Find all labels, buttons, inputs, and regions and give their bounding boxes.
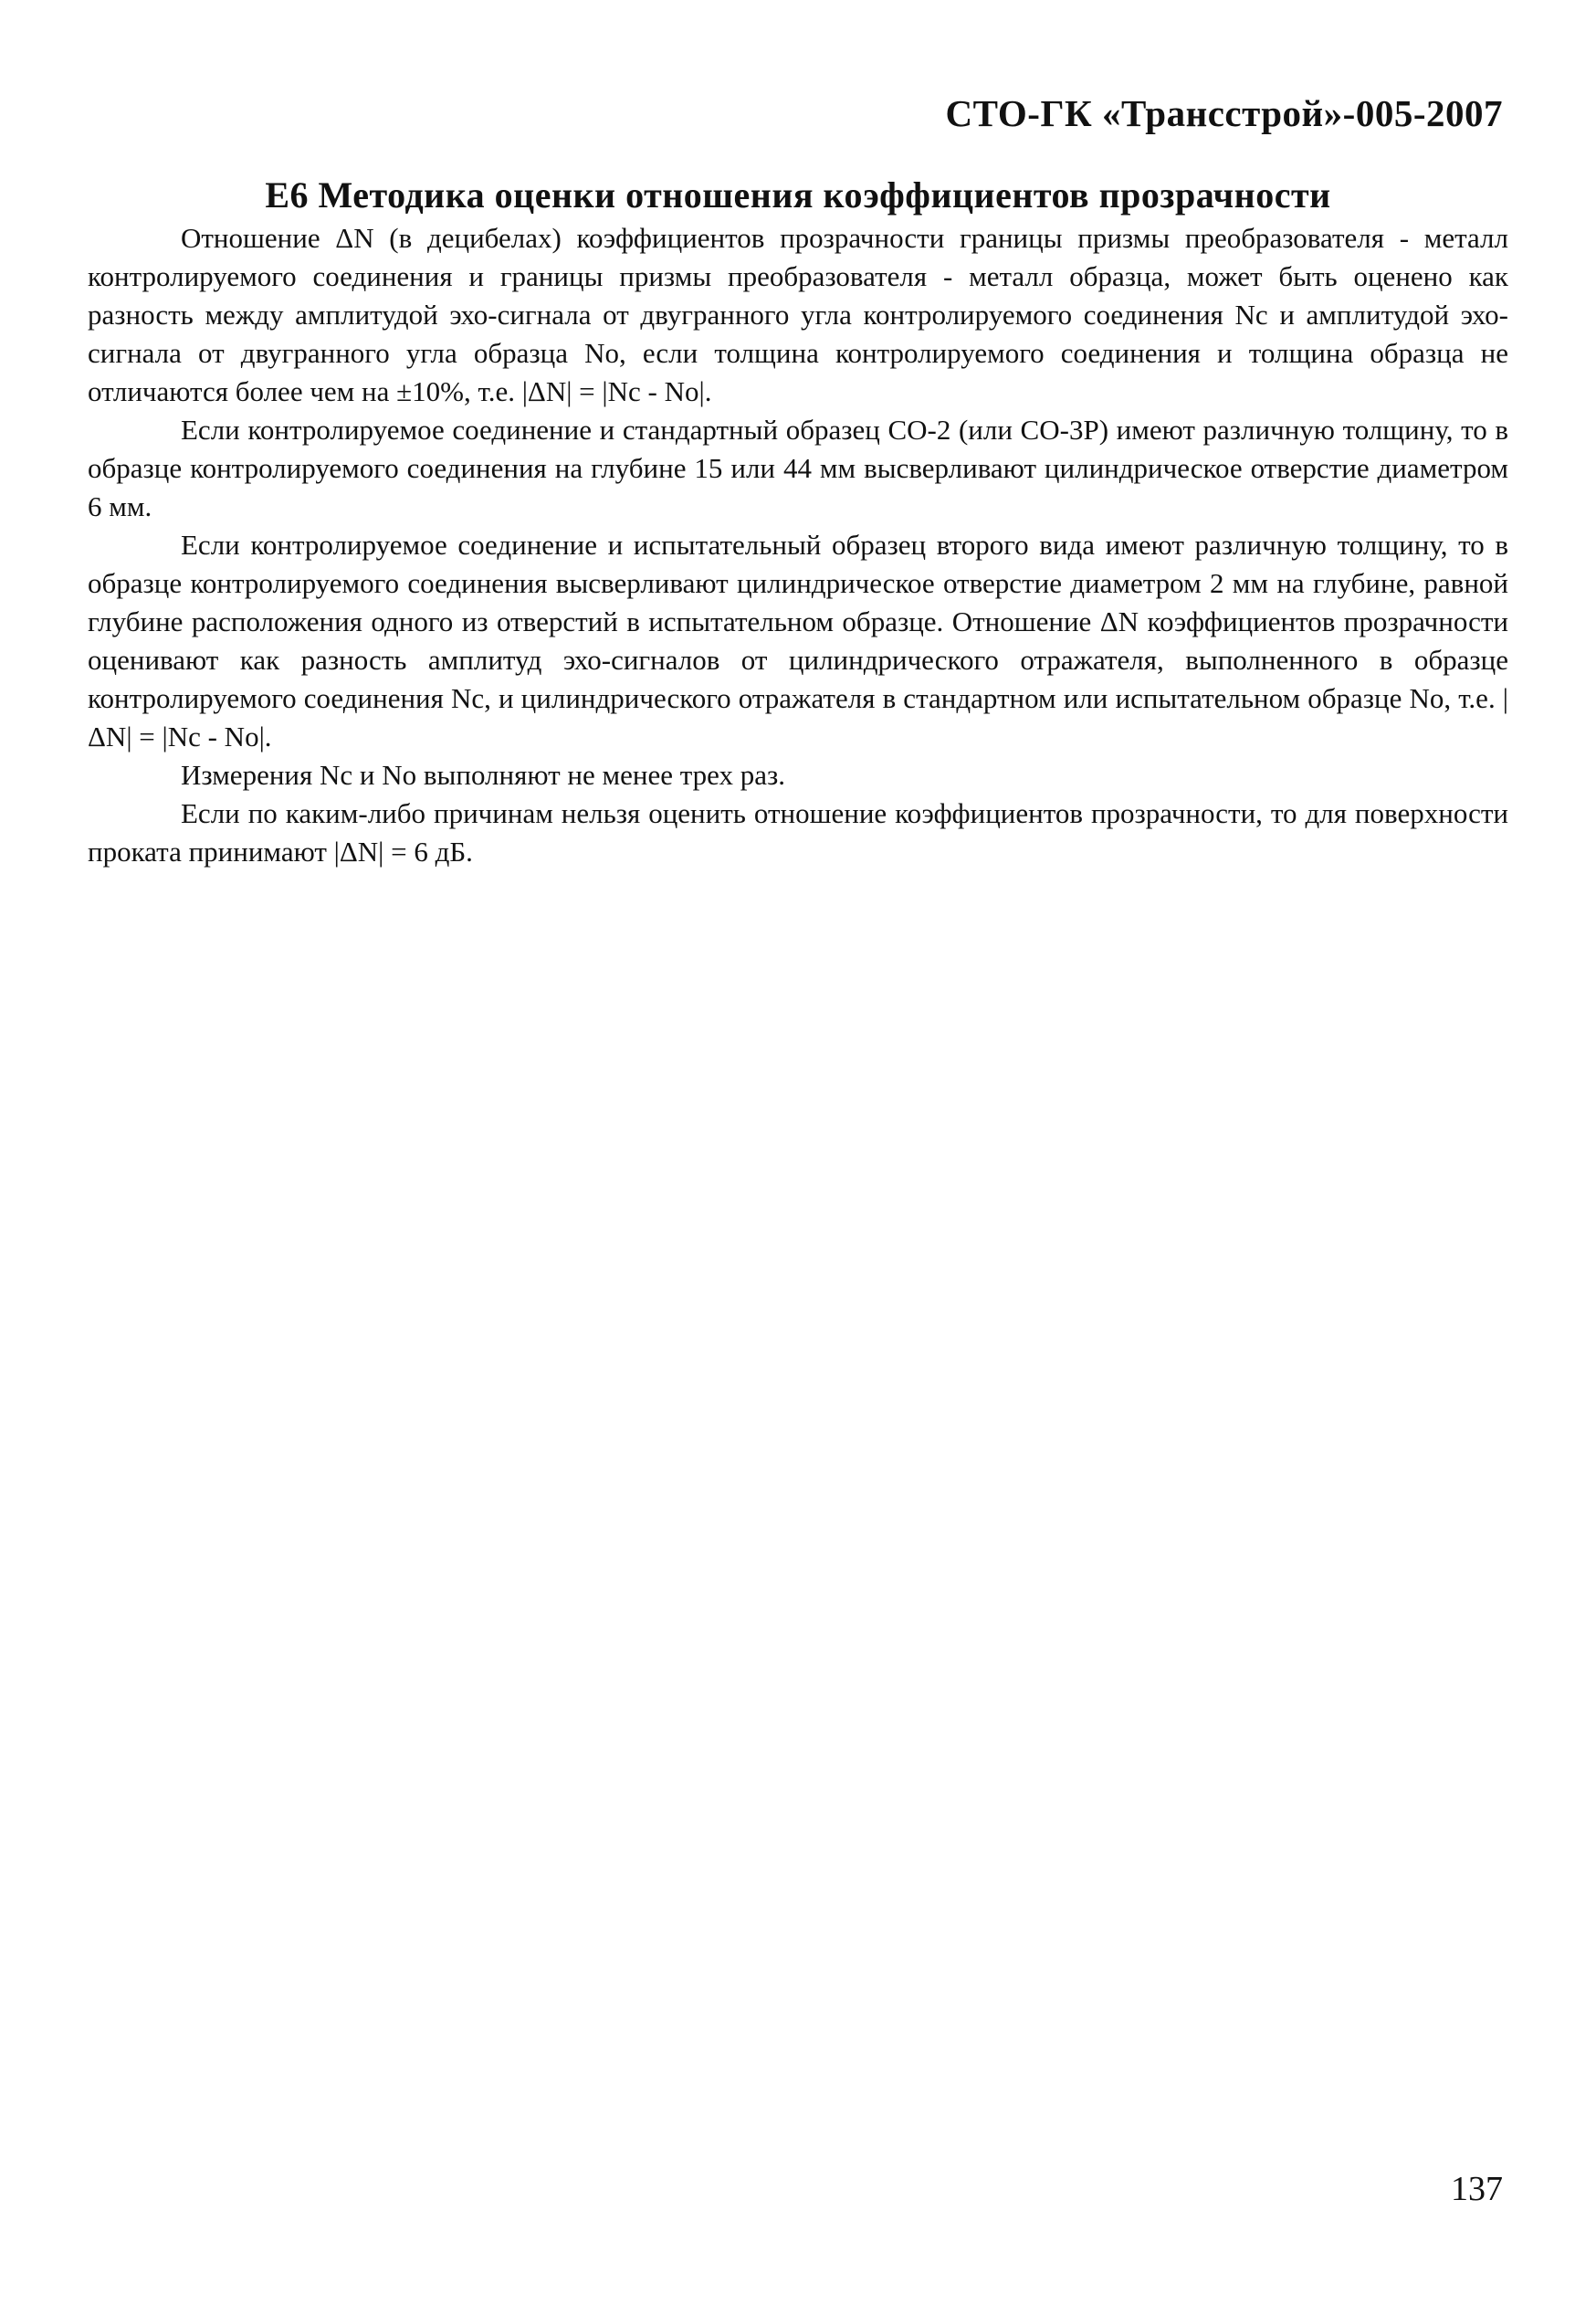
section-title: Е6 Методика оценки отношения коэффициентов прозрачности [265, 174, 1331, 216]
paragraph-4: Измерения Nс и Nо выполняют не менее трех раз. [181, 759, 786, 791]
paragraph-2: Если контролируемое соединение и стандартный образец СО-2 (или СО-3Р) имеют различную толщину, то в образце контролируемого соединения на глубине 15 или 44 мм высверливают цилиндрическое отверстие диаметром 6 мм. [88, 414, 1508, 522]
paragraph-1: Отношение ΔN (в децибелах) коэффициентов прозрачности границы призмы преобразователя - металл контролируемого соединения и границы призмы преобразователя - металл образца, может быть оценено как разность между амплитудой эхо-сигнала от двугранного угла контролируемого соединения Nс и амплитудой эхо-сигнала от двугранного угла образца Nо, если толщина контролируемого соединения и толщина образца не отличаются более чем на ±10%, т.е. |ΔN| = |Nс - Nо|. [88, 222, 1508, 407]
page-number: 137 [1451, 2170, 1503, 2208]
paragraph-5: Если по каким-либо причинам нельзя оценить отношение коэффициентов прозрачности, то для поверхности проката принимают |ΔN| = 6 дБ. [88, 797, 1508, 868]
document-code-header: СТО-ГК «Трансстрой»-005-2007 [945, 92, 1503, 134]
document-body [88, 219, 1508, 871]
paragraph-3: Если контролируемое соединение и испытательный образец второго вида имеют различную толщину, то в образце контролируемого соединения высверливают цилиндрическое отверстие диаметром 2 мм на глубине, равной глубине расположения одного из отверстий в испытательном образце. Отношение ΔN коэффициентов прозрачности оценивают как разность амплитуд эхо-сигналов от цилиндрического отражателя, выполненного в образце контролируемого соединения Nс, и цилиндрического отражателя в стандартном или испытательном образце Nо, т.е. |ΔN| = |Nс - Nо|. [88, 529, 1508, 753]
